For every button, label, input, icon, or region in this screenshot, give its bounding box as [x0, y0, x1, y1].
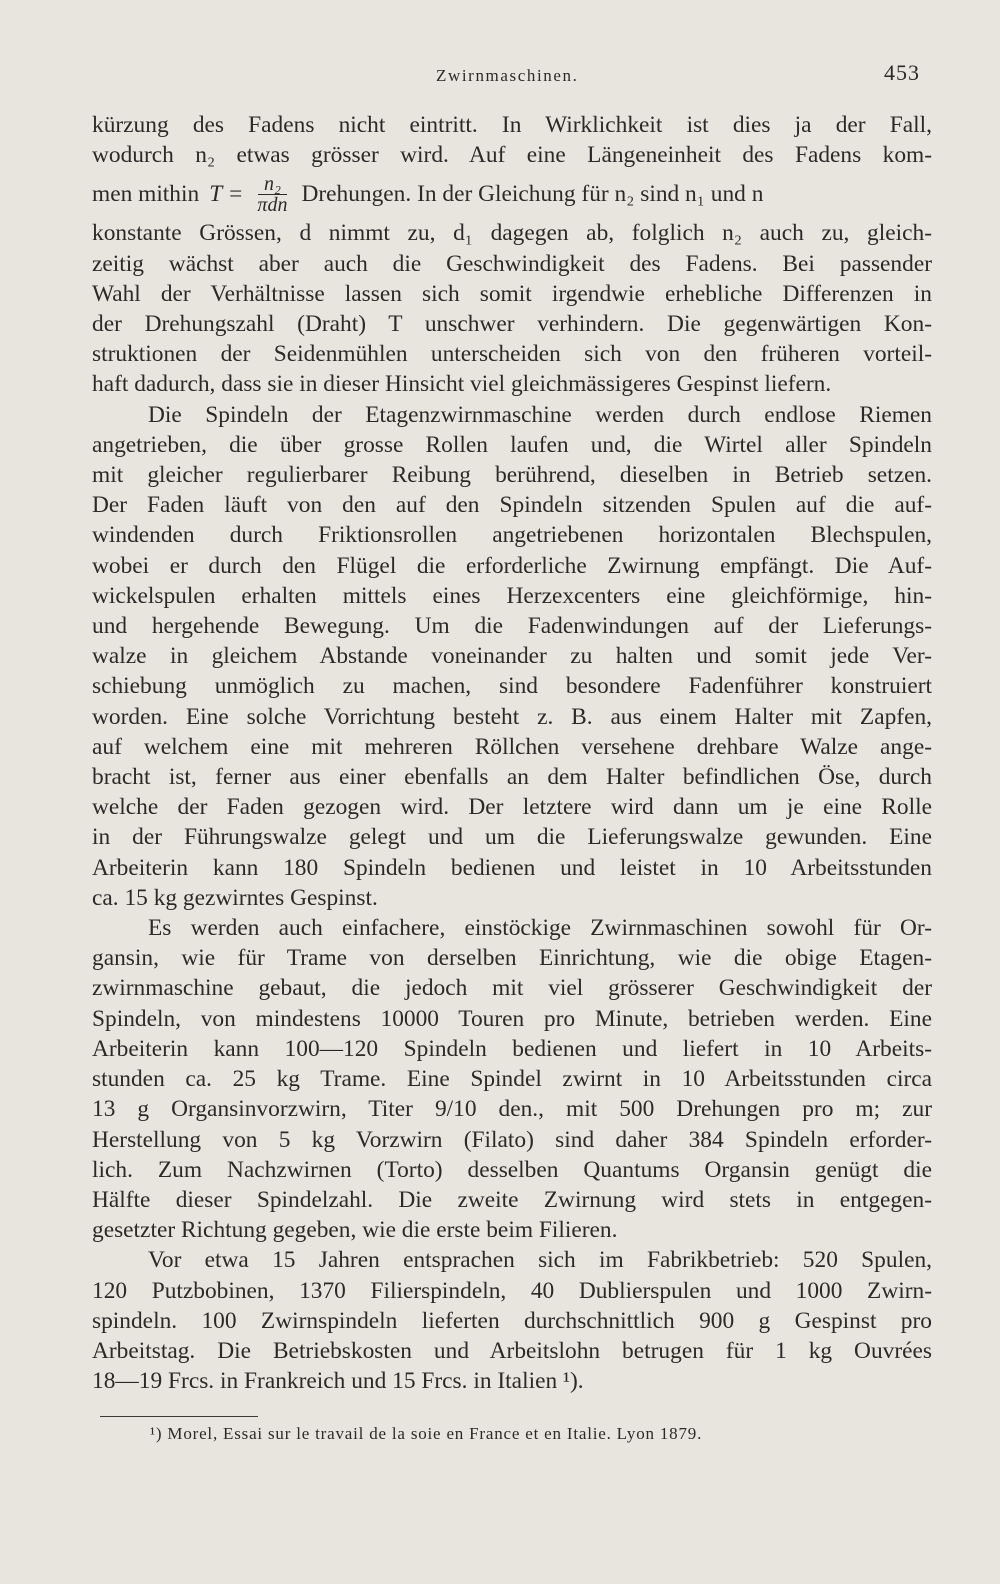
- text-line: ca. 15 kg gezwirntes Gespinst.: [92, 884, 378, 911]
- text-line: Hälfte dieser Spindelzahl. Die zweite Zwirnung wird stets in entgegen-: [92, 1186, 932, 1213]
- footnote: ¹) Morel, Essai sur le travail de la soie en France et en Italie. Lyon 1879.: [150, 1424, 703, 1443]
- text-line: Die Spindeln der Etagenzwirnmaschine werden durch endlose Riemen: [148, 401, 932, 428]
- formula-line: [92, 172, 932, 216]
- text-line: haft dadurch, dass sie in dieser Hinsicht viel gleichmässigeres Gespinst liefern.: [92, 371, 832, 398]
- text-line: kürzung des Fadens nicht eintritt. In Wirklichkeit ist dies ja der Fall,: [92, 112, 932, 138]
- text-line: Der Faden läuft von den auf den Spindeln sitzenden Spulen auf die auf-: [92, 492, 932, 519]
- text-line: wickelspulen erhalten mittels eines Herzexcenters eine gleichförmige, hin-: [92, 582, 932, 609]
- formula-fraction: [251, 174, 293, 215]
- text-line: lich. Zum Nachzwirnen (Torto) desselben Quantums Organsin genügt die: [92, 1156, 932, 1183]
- text-line: Spindeln, von mindestens 10000 Touren pro Minute, betrieben werden. Eine: [92, 1005, 932, 1032]
- text-line: Arbeiterin kann 180 Spindeln bedienen und leistet in 10 Arbeitsstunden: [92, 854, 932, 881]
- text-line: mit gleicher regulierbarer Reibung berührend, dieselben in Betrieb setzen.: [92, 462, 932, 489]
- text-line: Vor etwa 15 Jahren entsprachen sich im Fabrikbetrieb: 520 Spulen,: [148, 1247, 932, 1274]
- text-line: und hergehende Bewegung. Um die Fadenwindungen auf der Lieferungs-: [92, 613, 932, 640]
- paragraph-3: [92, 913, 932, 1245]
- text-line: men mithin: [92, 181, 200, 208]
- text-line: stunden ca. 25 kg Trame. Eine Spindel zwirnt in 10 Arbeitsstunden circa: [92, 1066, 932, 1093]
- text-line: 13 g Organsinvorzwirn, Titer 9/10 den., mit 500 Drehungen pro m; zur: [92, 1096, 932, 1123]
- text-line: konstante Grössen, d nimmt zu, d₁ dagegen ab, folglich n₂ auch zu, gleich-: [92, 220, 932, 247]
- body-text: [92, 110, 932, 1396]
- text-line: Wahl der Verhältnisse lassen sich somit irgendwie erhebliche Differenzen in: [92, 280, 932, 307]
- text-line: wodurch n₂ etwas grösser wird. Auf eine Längeneinheit des Fadens kom-: [92, 142, 932, 169]
- text-line: zwirnmaschine gebaut, die jedoch mit viel grösserer Geschwindigkeit der: [92, 975, 932, 1002]
- text-line: 120 Putzbobinen, 1370 Filierspindeln, 40 Dublierspulen und 1000 Zwirn-: [92, 1277, 932, 1304]
- paragraph-1: [92, 110, 932, 400]
- text-line: schiebung unmöglich zu machen, sind besondere Fadenführer konstruiert: [92, 673, 932, 700]
- text-line: der Drehungszahl (Draht) T unschwer verhindern. Die gegenwärtigen Kon-: [92, 311, 932, 338]
- text-line: wobei er durch den Flügel die erforderliche Zwirnung empfängt. Die Auf-: [92, 552, 932, 579]
- text-line: walze in gleichem Abstande voneinander zu halten und somit jede Ver-: [92, 643, 932, 670]
- text-line: bracht ist, ferner aus einer ebenfalls an dem Halter befindlichen Öse, durch: [92, 764, 932, 791]
- text-line: angetrieben, die über grosse Rollen laufen und, die Wirtel aller Spindeln: [92, 431, 932, 458]
- text-line: spindeln. 100 Zwirnspindeln lieferten durchschnittlich 900 g Gespinst pro: [92, 1307, 932, 1334]
- page-header: [0, 58, 1000, 94]
- text-line: Herstellung von 5 kg Vorzwirn (Filato) sind daher 384 Spindeln erforder-: [92, 1126, 932, 1153]
- paragraph-4: [92, 1245, 932, 1396]
- text-line: Drehungen. In der Gleichung für n₂ sind n₁ und n: [301, 181, 764, 208]
- text-line: zeitig wächst aber auch die Geschwindigkeit des Fadens. Bei passender: [92, 250, 932, 277]
- text-line: Es werden auch einfachere, einstöckige Zwirnmaschinen sowohl für Or-: [148, 915, 932, 942]
- text-line: welche der Faden gezogen wird. Der letztere wird dann um je eine Rolle: [92, 794, 932, 821]
- text-line: worden. Eine solche Vorrichtung besteht z. B. aus einem Halter mit Zapfen,: [92, 703, 932, 730]
- text-line: auf welchem eine mit mehreren Röllchen versehene drehbare Walze ange-: [92, 733, 932, 760]
- text-line: Arbeitstag. Die Betriebskosten und Arbeitslohn betrugen für 1 kg Ouvrées: [92, 1337, 932, 1364]
- paragraph-2: [92, 400, 932, 913]
- running-title: Zwirnmaschinen.: [436, 66, 579, 85]
- text-line: 18—19 Frcs. in Frankreich und 15 Frcs. in Italien ¹).: [92, 1368, 584, 1395]
- footnote-divider: [100, 1416, 258, 1417]
- text-line: gansin, wie für Trame von derselben Einrichtung, wie die obige Etagen-: [92, 945, 932, 972]
- formula-denominator: πdn: [257, 193, 288, 216]
- text-line: struktionen der Seidenmühlen unterscheiden sich von den früheren vorteil-: [92, 341, 932, 368]
- formula-lhs: T =: [209, 181, 244, 208]
- text-line: Arbeiterin kann 100—120 Spindeln bedienen und liefert in 10 Arbeits-: [92, 1035, 932, 1062]
- text-line: gesetzter Richtung gegeben, wie die erste beim Filieren.: [92, 1217, 618, 1244]
- text-line: in der Führungswalze gelegt und um die Lieferungswalze gewunden. Eine: [92, 824, 932, 851]
- text-line: windenden durch Friktionsrollen angetriebenen horizontalen Blechspulen,: [92, 522, 932, 549]
- formula-numerator: n₂: [258, 174, 287, 195]
- page-number: 453: [884, 60, 920, 85]
